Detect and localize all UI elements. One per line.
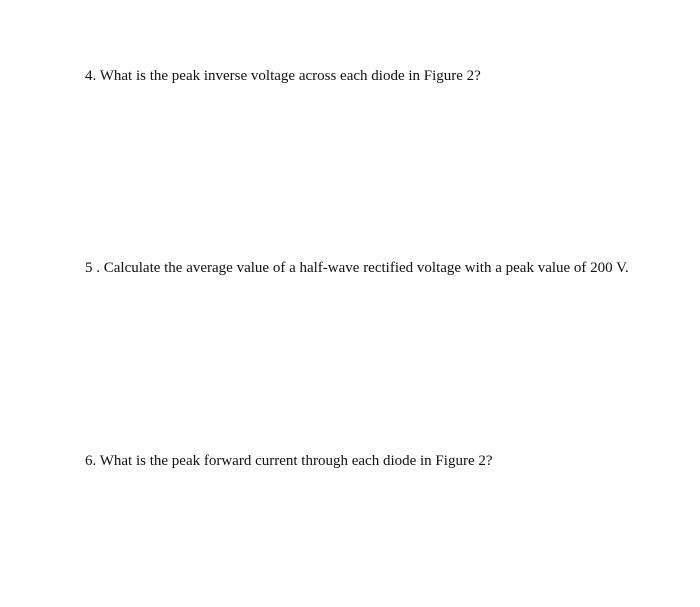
- question-4: 4. What is the peak inverse voltage across each diode in Figure 2?: [85, 68, 481, 84]
- question-6: 6. What is the peak forward current through each diode in Figure 2?: [85, 453, 493, 469]
- question-5: 5 . Calculate the average value of a half-wave rectified voltage with a peak value of 200 V.: [85, 260, 629, 276]
